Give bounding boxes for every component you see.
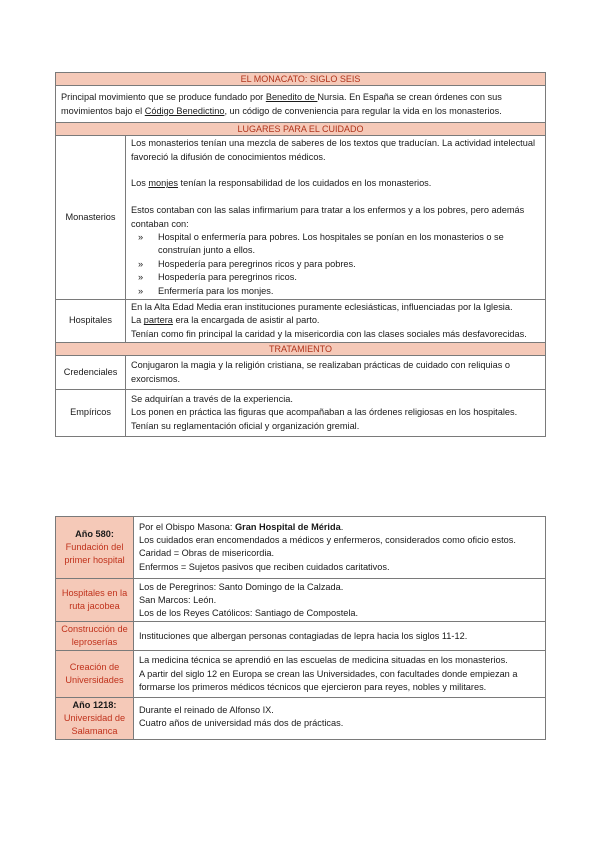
- list-item: [131, 271, 540, 284]
- content-line-pre: Por el Obispo Masona:: [139, 522, 236, 532]
- bullet-icon: »: [138, 272, 144, 283]
- codigo-benedictino-link: Código Benedictino: [144, 105, 225, 116]
- monacato-table: [55, 72, 546, 437]
- benedito-link: Benedito de: [265, 92, 318, 102]
- content-line: La medicina técnica se aprendió en las escuelas de medicina situadas en los monasterios.: [139, 655, 508, 666]
- empiricos-line-1: Se adquirían a través de la experiencia.: [131, 394, 293, 405]
- content-line: A partir del siglo 12 en Europa se crean las Universidades, con facultades donde empiezan a formarse los primeros médicos técnicos que ejercieron para reyes, nobles y militares.: [139, 668, 518, 692]
- content-line: Enfermos = Sujetos pasivos que reciben cuidados caritativos.: [139, 561, 390, 572]
- table-row: [56, 578, 546, 622]
- table-row: [56, 517, 546, 579]
- empiricos-line-3: Tenían su reglamentación oficial y organización gremial.: [131, 420, 360, 431]
- content-line: Los de los Reyes Católicos: Santiago de Compostela.: [139, 608, 359, 619]
- section-header-tratamiento: TRATAMIENTO: [56, 343, 546, 356]
- hospitales-line-2-pre: La: [131, 315, 144, 326]
- table-row: [56, 651, 546, 698]
- timeline-table: [55, 516, 546, 740]
- monasterios-bullet-list: [131, 231, 540, 298]
- row-content-salamanca: [134, 698, 546, 740]
- monasterios-label: Monasterios: [56, 136, 126, 300]
- year-label: Año 580:: [75, 528, 114, 539]
- empiricos-label: Empíricos: [56, 390, 126, 437]
- credenciales-content: Conjugaron la magia y la religión cristiana, se realizaban prácticas de cuidado con reliquias o exorcismos.: [126, 356, 546, 390]
- row-content-leproserias: [134, 622, 546, 651]
- header-row-lugares: [56, 123, 546, 136]
- monjes-link: monjes: [148, 178, 178, 189]
- content-line: Instituciones que albergan personas contagiadas de lepra hacia los siglos 11-12.: [139, 630, 468, 641]
- bullet-icon: »: [138, 232, 144, 242]
- bullet-text: Hospedería para peregrinos ricos.: [158, 272, 297, 283]
- empiricos-line-2: Los ponen en práctica las figuras que acompañaban a las órdenes religiosas en los hospitales.: [131, 407, 518, 418]
- section-header-monacato: EL MONACATO: SIGLO SEIS: [56, 73, 546, 86]
- intro-part-1: Principal movimiento que se produce fundado por: [61, 92, 266, 102]
- hospitales-content: [126, 300, 546, 343]
- hospitales-line-2-post: era la encargada de asistir al parto.: [172, 315, 320, 326]
- monasterios-content: [126, 136, 546, 300]
- gran-hospital-text: Gran Hospital de Mérida: [235, 522, 341, 532]
- header-row-tratamiento: [56, 343, 546, 356]
- empiricos-row: [56, 390, 546, 437]
- intro-text: [56, 86, 546, 123]
- intro-part-3: , un código de conveniencia para regular la vida en los monasterios.: [224, 105, 502, 116]
- monasterios-row: [56, 136, 546, 300]
- row-content-fundacion: [134, 517, 546, 579]
- credenciales-row: [56, 356, 546, 390]
- intro-row: [56, 86, 546, 123]
- label-text: Universidad de Salamanca: [63, 713, 126, 737]
- year-label: Año 1218:: [72, 700, 117, 711]
- bullet-text: Hospital o enfermería para pobres. Los hospitales se ponían en los monasterios o se construían junto a ellos.: [158, 232, 504, 256]
- intro-part-2: Nursia. En España se crean órdenes con sus movimientos bajo el: [61, 92, 502, 116]
- row-label-salamanca: [56, 698, 134, 740]
- monasterios-line-2-pre: Los: [131, 178, 149, 189]
- monasterios-line-1: Los monasterios tenían una mezcla de saberes de los textos que traducían. La actividad intelectual favoreció la difusión de conocimientos médicos.: [131, 138, 535, 162]
- bullet-text: Hospedería para peregrinos ricos y para pobres.: [158, 258, 356, 269]
- content-line: San Marcos: León.: [139, 595, 217, 606]
- header-row-monacato: [56, 73, 546, 86]
- row-label-leproserias: Construcción de leproserías: [56, 622, 134, 651]
- content-line-post: .: [340, 522, 344, 532]
- hospitales-line-2: [131, 314, 540, 327]
- table-row: [56, 698, 546, 740]
- bullet-icon: »: [138, 285, 144, 296]
- partera-link: partera: [143, 315, 173, 326]
- monasterios-line-2: [131, 177, 540, 190]
- hospitales-line-1: En la Alta Edad Media eran instituciones puramente eclesiásticas, influenciadas por la Iglesia.: [131, 302, 513, 313]
- table-row: [56, 622, 546, 651]
- row-content-ruta-jacobea: [134, 578, 546, 622]
- list-item: [131, 285, 540, 298]
- content-line: Cuatro años de universidad más dos de prácticas.: [139, 718, 344, 729]
- hospitales-label: Hospitales: [56, 300, 126, 343]
- hospitales-line-3: Tenían como fin principal la caridad y la misericordia con las clases sociales más desfavorecidas.: [131, 328, 527, 339]
- section-header-lugares: LUGARES PARA EL CUIDADO: [56, 123, 546, 136]
- bullet-text: Enfermería para los monjes.: [158, 285, 274, 296]
- list-item: [131, 258, 540, 271]
- monasterios-line-2-post: tenían la responsabilidad de los cuidados en los monasterios.: [178, 178, 432, 189]
- credenciales-label: Credenciales: [56, 356, 126, 390]
- content-line: Durante el reinado de Alfonso IX.: [139, 705, 274, 716]
- row-label-fundacion: [56, 517, 134, 579]
- content-line: [139, 521, 540, 534]
- list-item: [131, 231, 540, 258]
- row-content-universidades: [134, 651, 546, 698]
- monasterios-line-3: Estos contaban con las salas infirmarium para tratar a los enfermos y a los pobres, pero además contaban con:: [131, 205, 525, 229]
- content-line: Caridad = Obras de misericordia.: [139, 548, 275, 559]
- bullet-icon: »: [138, 258, 144, 269]
- hospitales-row: [56, 300, 546, 343]
- empiricos-content: [126, 390, 546, 437]
- row-label-universidades: Creación de Universidades: [56, 651, 134, 698]
- row-label-ruta-jacobea: Hospitales en la ruta jacobea: [56, 578, 134, 622]
- label-text: Fundación del primer hospital: [64, 541, 125, 565]
- content-line: Los cuidados eran encomendados a médicos y enfermeros, considerados como oficio estos.: [139, 535, 516, 546]
- content-line: Los de Peregrinos: Santo Domingo de la Calzada.: [139, 581, 344, 592]
